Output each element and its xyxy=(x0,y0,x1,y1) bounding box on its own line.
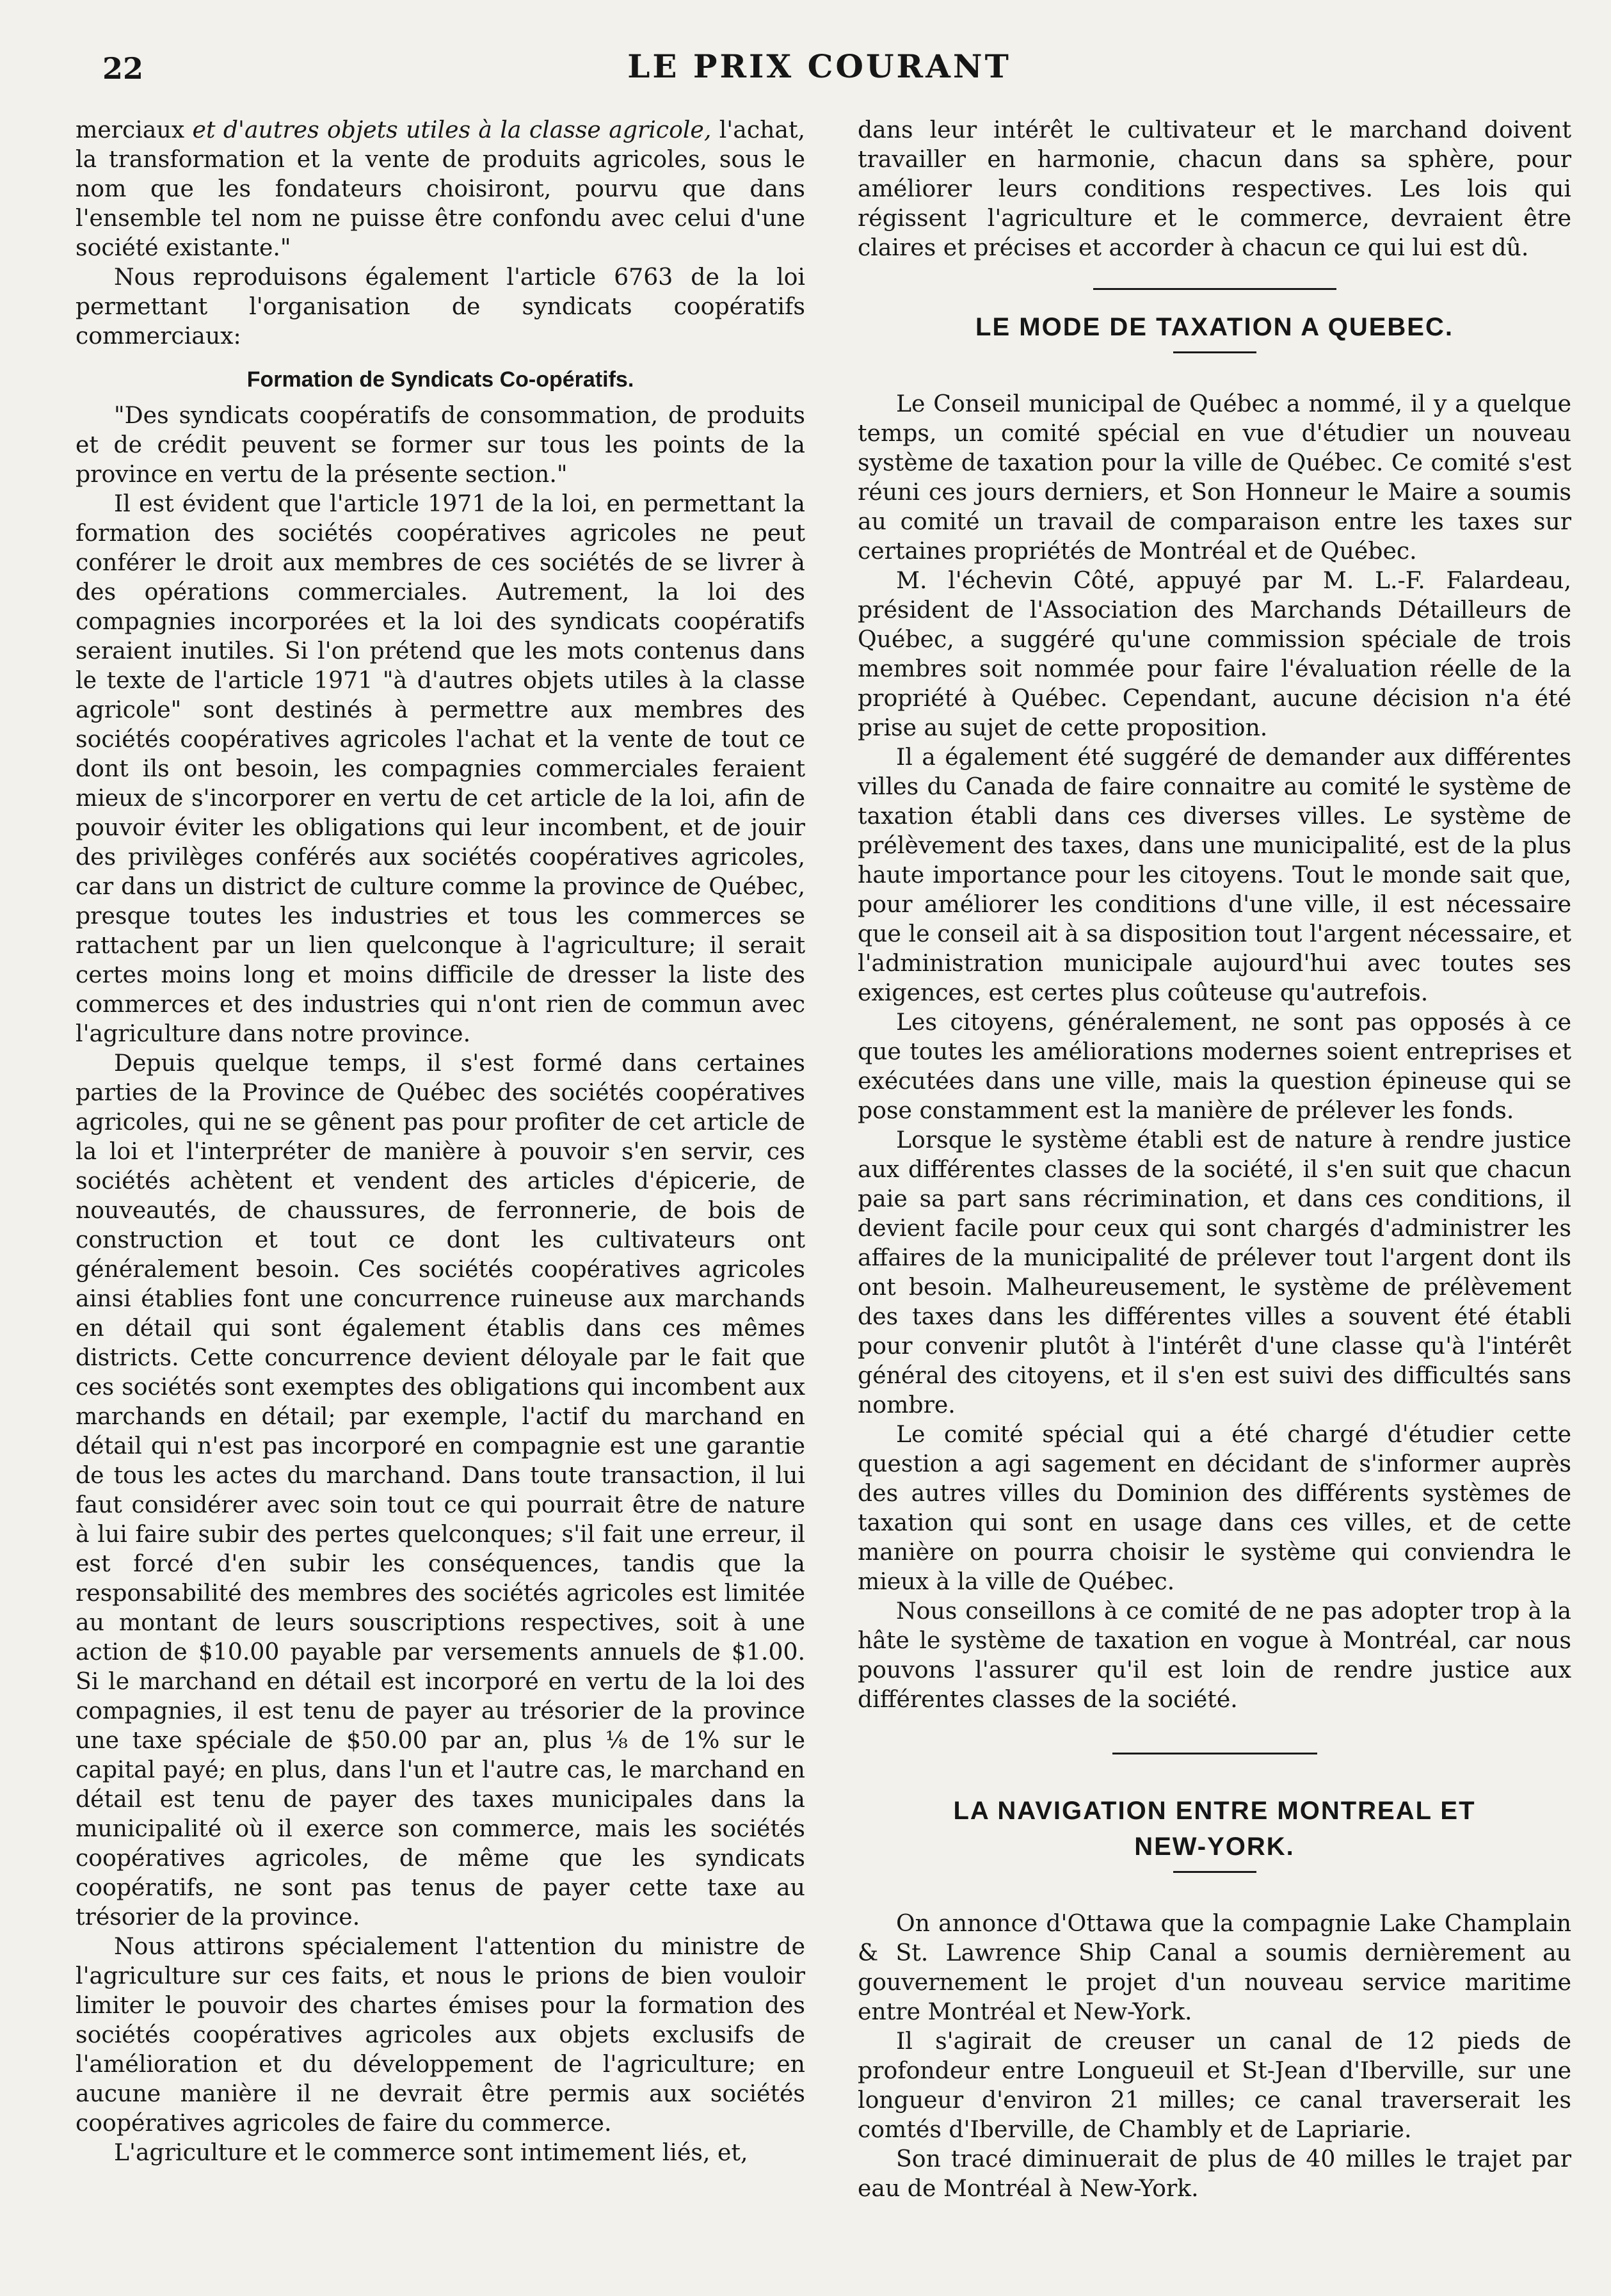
section-divider xyxy=(1093,288,1336,290)
paragraph: Il a également été suggéré de demander aux différentes villes du Canada de faire connaitre au comité le système de taxation établi dans ces diverses villes. Le système de prélèvement des taxes, dans une municipalité, est de la plus haute importance pour les citoyens. Tout le monde sait que, pour améliorer les conditions d'une ville, il est nécessaire que le conseil ait à sa disposition tout l'argent nécessaire, et l'administration municipale aujourd'hui avec toutes ses exigences, est certes plus coûteuse qu'autrefois. xyxy=(858,743,1571,1006)
section-title-taxation: LE MODE DE TAXATION A QUEBEC. xyxy=(975,313,1454,341)
paragraph: Son tracé diminuerait de plus de 40 milles le trajet par eau de Montréal à New-York. xyxy=(858,2145,1571,2202)
paragraph: M. l'échevin Côté, appuyé par M. L.-F. Falardeau, président de l'Association des Marchands Détailleurs de Québec, a suggéré qu'une commission spéciale de trois membres soit nommée pour faire l'évaluation réelle de la propriété à Québec. Cependant, aucune décision n'a été prise au sujet de cette proposition. xyxy=(858,566,1571,741)
paragraph: "Des syndicats coopératifs de consommation, de produits et de crédit peuvent se former sur tous les points de la province en vertu de la présente section." xyxy=(76,401,805,488)
title-underline xyxy=(1173,1871,1256,1873)
paragraph: Le Conseil municipal de Québec a nommé, il y a quelque temps, un comité spécial en vue d'étudier un nouveau système de taxation pour la ville de Québec. Ce comité s'est réuni ces jours derniers, et Son Honneur le Maire a soumis au comité un travail de comparaison entre les taxes sur certaines propriétés de Montréal et de Québec. xyxy=(858,390,1571,565)
page-number: 22 xyxy=(102,51,144,86)
paragraph: Les citoyens, généralement, ne sont pas opposés à ce que toutes les améliorations modernes soient entreprises et exécutées dans une ville, mais la question épineuse qui se pose constamment est la manière de prélever les fonds. xyxy=(858,1008,1571,1124)
page-header xyxy=(96,45,1543,102)
paragraph: Depuis quelque temps, il s'est formé dans certaines parties de la Province de Québec des sociétés coopératives agricoles, qui ne se gênent pas pour profiter de cet article de la loi et l'interpréter de manière à pouvoir s'en servir, ces sociétés achètent et vendent des articles d'épicerie, de nouveautés, de chaussures, de ferronnerie, de bois de construction et tout ce dont les cultivateurs ont généralement besoin. Ces sociétés coopératives agricoles ainsi établies font une concurrence ruineuse aux marchands en détail qui sont également établis dans ces mêmes districts. Cette concurrence devient déloyale par le fait que ces sociétés sont exemptes des obligations qui incombent aux marchands en détail; par exemple, l'actif du marchand en détail qui n'est pas incorporé en compagnie est une garantie de tous les actes du marchand. Dans toute transaction, il lui faut considérer avec soin tout ce qui pourrait être de nature à lui faire subir des pertes quelconques; s'il fait une erreur, il est forcé d'en subir les conséquences, tandis que la responsabilité des membres des sociétés agricoles est limitée au montant de leurs souscriptions respectives, soit à une action de $10.00 payable par versements annuels de $1.00. Si le marchand en détail est incorporé en vertu de la loi des compagnies, il est tenu de payer au trésorier de la province une taxe spéciale de $50.00 par an, plus ⅛ de 1% sur le capital payé; en plus, dans l'un et l'autre cas, le marchand en détail est tenu de payer des taxes municipales dans la municipalité où il exerce son commerce, mais les sociétés coopératives agricoles, de même que les syndicats coopératifs, ne sont pas tenus de payer cette taxe au trésorier de la province. xyxy=(76,1049,805,1931)
paragraph: Il s'agirait de creuser un canal de 12 pieds de profondeur entre Longueuil et St-Jean d'Iberville, sur une longueur d'environ 21 milles; ce canal traverserait les comtés d'Iberville, de Chambly et de Lapriarie. xyxy=(858,2027,1571,2143)
section-title-navigation xyxy=(858,1793,1571,1865)
section-title-line: LA NAVIGATION ENTRE MONTREAL ET xyxy=(953,1797,1476,1825)
text-run: l'achat, la transformation et la vente de produits agricoles, sous le nom que les fondateurs choisiront, pourvu que dans l'ensemble tel nom ne puisse être confondu avec celui d'une société existante." xyxy=(76,116,805,261)
paragraph: Nous reproduisons également l'article 6763 de la loi permettant l'organisation de syndicats coopératifs commerciaux: xyxy=(76,263,805,349)
running-title: LE PRIX COURANT xyxy=(627,47,1011,85)
paragraph: On annonce d'Ottawa que la compagnie Lake Champlain & St. Lawrence Ship Canal a soumis dernièrement au gouvernement le projet d'un nouveau service maritime entre Montréal et New-York. xyxy=(858,1909,1571,2025)
title-underline xyxy=(1173,351,1256,353)
subheading: Formation de Syndicats Co-opératifs. xyxy=(246,367,634,392)
paragraph xyxy=(76,115,805,262)
italic-text: et d'autres objets utiles à la classe agricole, xyxy=(192,116,712,143)
text-run: merciaux xyxy=(76,116,193,143)
section-divider xyxy=(1112,1753,1317,1754)
paragraph: Lorsque le système établi est de nature à rendre justice aux différentes classes de la société, il s'en suit que chacun paie sa part sans récrimination, et dans ces conditions, il devient facile pour ceux qui sont chargés d'administrer les affaires de la municipalité de prélever tout l'argent dont ils ont besoin. Malheureusement, le système de prélèvement des taxes dans les différentes villes a souvent été établi pour convenir plutôt à l'intérêt d'une classe qu'à l'intérêt général des citoyens, et il s'en est suivi des difficultés sans nombre. xyxy=(858,1126,1571,1418)
left-column xyxy=(76,115,805,2253)
paragraph: L'agriculture et le commerce sont intimement liés, et, xyxy=(114,2139,748,2166)
section-title-line: NEW-YORK. xyxy=(1134,1833,1295,1861)
paragraph: Nous attirons spécialement l'attention du ministre de l'agriculture sur ces faits, et nous le prions de bien vouloir limiter le pouvoir des chartes émises pour la formation des sociétés coopératives agricoles aux objets exclusifs de l'amélioration et du développement de l'agriculture; en aucune manière il ne devrait être permis aux sociétés coopératives agricoles de faire du commerce. xyxy=(76,1932,805,2137)
paragraph: Nous conseillons à ce comité de ne pas adopter trop à la hâte le système de taxation en vogue à Montréal, car nous pouvons l'assurer qu'il est loin de rendre justice aux différentes classes de la société. xyxy=(858,1597,1571,1713)
paragraph: Il est évident que l'article 1971 de la loi, en permettant la formation des sociétés coopératives agricoles ne peut conférer le droit aux membres de ces sociétés de se livrer à des opérations commerciales. Autrement, la loi des compagnies incorporées et la loi des syndicats coopératifs seraient inutiles. Si l'on prétend que les mots contenus dans le texte de l'article 1971 "à d'autres objets utiles à la classe agricole" sont destinés à permettre aux membres des sociétés coopératives agricoles l'achat et la vente de tout ce dont ils ont besoin, les compagnies commerciales feraient mieux de s'incorporer en vertu de cet article de la loi, afin de pouvoir éviter les obligations qui leur incombent, et de jouir des privilèges conférés aux sociétés coopératives agricoles, car dans un district de culture comme la province de Québec, presque toutes les industries et tous les commerces se rattachent par un lien quelconque à l'agriculture; il serait certes moins long et moins difficile de dresser la liste des commerces et des industries qui n'ont rien de commun avec l'agriculture dans notre province. xyxy=(76,490,805,1047)
paragraph: dans leur intérêt le cultivateur et le marchand doivent travailler en harmonie, chacun dans sa sphère, pour améliorer leurs conditions respectives. Les lois qui régissent l'agriculture et le commerce, devraient être claires et précises et accorder à chacun ce qui lui est dû. xyxy=(858,116,1571,261)
right-column xyxy=(858,115,1571,2253)
paragraph: Le comité spécial qui a été chargé d'étudier cette question a agi sagement en décidant de s'informer auprès des autres villes du Dominion des différents systèmes de taxation qui sont en usage dans ces villes, et de cette manière on pourra choisir le système qui conviendra le mieux à la ville de Québec. xyxy=(858,1420,1571,1595)
